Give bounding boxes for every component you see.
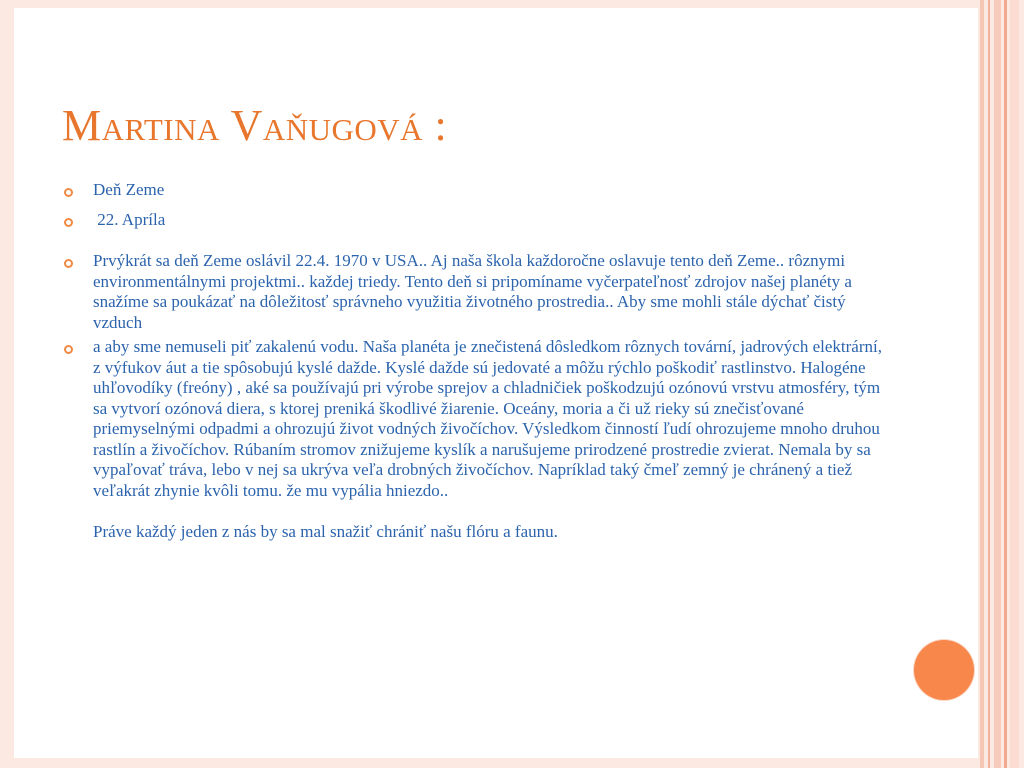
bullet-item [64,180,884,201]
bullet-list [64,180,884,543]
bullet-text: 22. Apríla [93,209,166,229]
bullet-item [64,337,884,543]
bullet-marker [64,345,73,354]
bullet-item [64,210,884,231]
decorative-stripe [1004,0,1007,768]
decorative-stripe [1010,0,1019,768]
decorative-stripe [980,0,984,768]
bullet-marker [64,259,73,268]
bullet-item [64,251,884,333]
bullet-marker [64,218,73,227]
closing-text: Práve každý jeden z nás by sa mal snažiť chrániť našu flóru a faunu. [93,522,558,541]
decorative-stripe [994,0,1001,768]
slide-title: Martina Vaňugová : [62,101,448,150]
bullet-text: Prvýkrát sa deň Zeme oslávil 22.4. 1970 v USA.. Aj naša škola každoročne oslavuje tento deň Zeme.. rôznymi environmentálnymi projektmi.. každej triedy. Tento deň si pripomíname vyčerpateľnosť zdrojov našej planéty a snažíme sa poukázať na dôležitosť správneho využitia životného prostredia.. Aby sme mohli stále dýchať čistý vzduch [93,251,852,332]
bullet-marker [64,188,73,197]
bullet-text: a aby sme nemuseli piť zakalenú vodu. Naša planéta je znečistená dôsledkom rôznych tovární, jadrových elektrární, z výfukov áut a tie spôsobujú kyslé dažde. Kyslé dažde sú jedovaté a môžu rýchlo poškodiť rastlinstvo. Halogéne uhľovodíky (freóny) , aké sa používajú pri výrobe sprejov a chladničiek poškodzujú ozónovú vrstvu atmosféry, tým sa vytvorí ozónová diera, s ktorej preniká škodlivé žiarenie. Oceány, moria a či už rieky sú znečisťované priemyselnými odpadmi a ohrozujú život vodných živočíchov. Výsledkom činností ľudí ohrozujeme mnoho druhou rastlín a živočíchov. Rúbaním stromov znižujeme kyslík a narušujeme prirodzené prostredie zvierat. Nemala by sa vypaľovať tráva, lebo v nej sa ukrýva veľa drobných živočíchov. Napríklad taký čmeľ zemný je chránený a tiež veľakrát zhynie kvôli tomu. že mu vypália hniezdo.. [93,337,882,500]
decorative-stripe [988,0,990,768]
bullet-text: Deň Zeme [93,180,165,199]
decorative-circle [914,640,974,700]
